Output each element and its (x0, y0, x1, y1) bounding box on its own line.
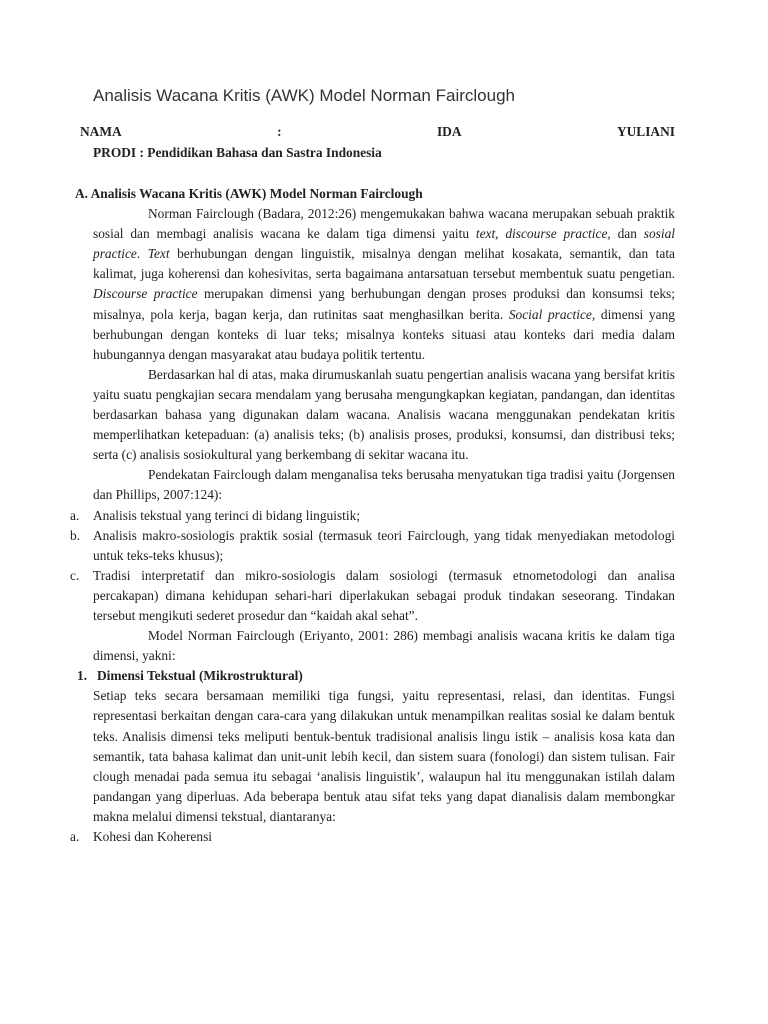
name-last: YULIANI (616, 124, 675, 139)
list-marker: a. (70, 829, 80, 844)
list1-item-a (70, 506, 675, 526)
paragraph-2: Berdasarkan hal di atas, maka dirumuskanlah suatu pengertian analisis wacana yang bersifat kritis yaitu suatu pengkajian secara mendalam yang berusaha mengungkapkan kegiatan, pandangan, dan identitas berdasarkan bahasa yang digunakan dalam wacana. Analisis wacana menggunakan pendekatan kritis memperlihatkan ketepaduan: (a) analisis teks; (b) analisis proses, produksi, konsumsi, dan distribusi teks; serta (c) analisis sosiokultural yang berkembang di sekitar wacana itu. (93, 366, 675, 463)
name-first: IDA (436, 124, 462, 139)
list-text: Analisis tekstual yang terinci di bidang linguistik; (93, 507, 361, 523)
document-title: Analisis Wacana Kritis (AWK) Model Norman Fairclough (93, 86, 515, 105)
subsection-1-heading (77, 666, 675, 686)
list-marker: c. (70, 567, 80, 583)
p1-italic-3: Text (147, 246, 170, 262)
subsection-number: 1. (77, 668, 88, 684)
name-colon: : (277, 124, 282, 139)
paragraph-4: Model Norman Fairclough (Eriyanto, 2001: 286) membagi analisis wacana kritis ke dalam tiga dimensi, yakni: (93, 628, 675, 664)
p1-italic-2: sosial practice (93, 226, 676, 262)
subsection-title: Dimensi Tekstual (Mikrostruktural) (97, 668, 303, 684)
name-row (80, 124, 675, 140)
p1-text-1: Norman Fairclough (Badara, 2012:26) mengemukakan bahwa wacana merupakan sebuah praktik sosial dan membagi analisis wacana ke dalam tiga dimensi yaitu (93, 206, 675, 242)
p1-text-6: dimensi yang berhubungan dengan konteks di luar teks; misalnya konteks situasi atau konteks dari media dalam hubungannya dengan masyarakat atau budaya politik tertentu. (93, 306, 675, 362)
list1-item-b (70, 526, 675, 566)
list1-item-c (70, 566, 675, 626)
prodi-line: PRODI : Pendidikan Bahasa dan Sastra Indonesia (93, 145, 382, 160)
list-marker: b. (70, 527, 81, 543)
p1-text-2: dan (610, 226, 644, 242)
name-label: NAMA (80, 124, 122, 139)
p1-italic-5: Social practice, (508, 306, 596, 322)
p1-italic-4: Discourse practice (93, 286, 198, 302)
p1-italic-1: text, discourse practice, (475, 226, 611, 242)
paragraph-5: Setiap teks secara bersamaan memiliki tiga fungsi, yaitu representasi, relasi, dan identitas. Fungsi representasi berkaitan dengan cara-cara yang dilakukan untuk menampilkan realitas sosial ke dalam bentuk teks. Analisis dimensi teks meliputi bentuk-bentuk tradisional analisis lingu istik – analisis kosa kata dan semantik, tata bahasa kalimat dan unit-unit lebih kecil, dan sistem suara (fonologi) dan sistem tulisan. Fair clough menadai pada semua itu sebagai ‘analisis linguistik’, walaupun hal itu menggunakan istilah dalam pandangan yang diperluas. Ada beberapa bentuk atau sifat teks yang dapat dianalisis dalam membongkar makna melalui dimensi tekstual, diantaranya: (93, 688, 675, 824)
list2-item-a (70, 827, 675, 847)
list-text: Kohesi dan Koherensi (93, 829, 212, 844)
p1-text-5: merupakan dimensi yang berhubungan dengan proses produksi dan konsumsi teks; misalnya, pola kerja, bagan kerja, dan rutinitas saat menghasilkan berita. (93, 286, 675, 322)
paragraph-3: Pendekatan Fairclough dalam menganalisa teks berusaha menyatukan tiga tradisi yaitu (Jorgensen dan Phillips, 2007:124): (93, 467, 675, 503)
p1-text-3: . (136, 246, 148, 262)
section-a-heading: A. Analisis Wacana Kritis (AWK) Model Norman Fairclough (75, 186, 423, 201)
list-marker: a. (70, 507, 80, 523)
paragraph-1 (93, 204, 675, 365)
document-body (70, 184, 676, 847)
list-text: Tradisi interpretatif dan mikro-sosiologis dalam sosiologi (termasuk etnometodologi dan analisa percakapan) dimana kehidupan sehari-hari diperlakukan sebagai produk tindakan seseorang. Tindakan tersebut mengikuti sederet prosedur dan “kaidah akal sehat”. (93, 567, 675, 623)
list-text: Analisis makro-sosiologis praktik sosial (termasuk teori Fairclough, yang tidak menyediakan metodologi untuk teks-teks khusus); (93, 527, 675, 563)
p1-text-4: berhubungan dengan linguistik, misalnya dengan melihat kosakata, semantik, dan tata kalimat, juga koherensi dan kohesivitas, serta bagaimana antarsatuan tersebut membentuk suatu pengetian. (93, 246, 675, 282)
